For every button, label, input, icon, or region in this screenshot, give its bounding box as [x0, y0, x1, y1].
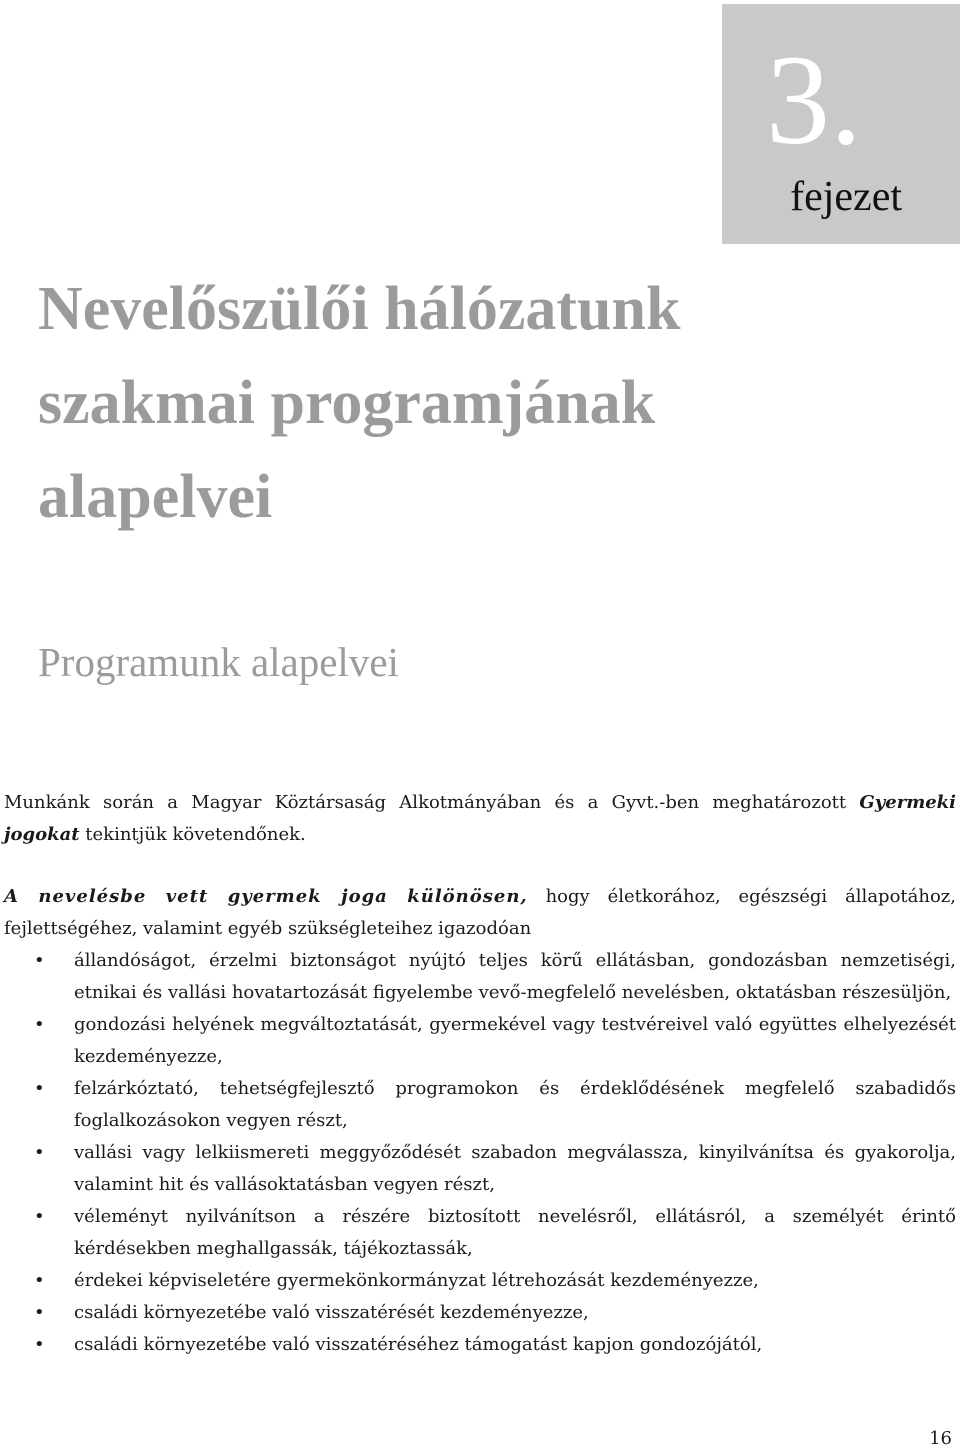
- chapter-label: fejezet: [790, 174, 902, 220]
- chapter-number: 3.: [766, 29, 862, 171]
- bullet-icon: •: [34, 1334, 45, 1355]
- intro-emphasis: Gyermeki jogokat: [4, 792, 956, 845]
- section-heading: Programunk alapelvei: [38, 639, 399, 685]
- list-item-text: állandóságot, érzelmi biztonságot nyújtó teljes körű ellátásban, gondozásban nemzetiségi, etnikai és vallási hovatartozását figyelembe vevő-megfelelő nevelésben, oktatásban részesüljön,: [74, 950, 956, 1003]
- bullet-icon: •: [34, 1270, 45, 1291]
- bullet-icon: •: [34, 1142, 45, 1163]
- bullet-icon: •: [34, 950, 45, 971]
- list-item-text: gondozási helyének megváltoztatását, gyermekével vagy testvéreivel való együttes elhelyezését kezdeményezze,: [74, 1014, 956, 1067]
- intro-paragraph: [4, 787, 956, 851]
- list-item: [4, 1329, 956, 1361]
- intro-prefix: Munkánk során a Magyar Köztársaság Alkotmányában és a Gyvt.-ben meghatározott: [4, 792, 860, 813]
- list-item-text: vallási vagy lelkiismereti meggyőződését szabadon megválassza, kinyilvánítsa és gyakorolja, valamint hit és vallásoktatásban vegyen részt,: [74, 1142, 956, 1195]
- list-item-text: családi környezetébe való visszatérését kezdeményezze,: [74, 1302, 589, 1323]
- rights-intro-emphasis: A nevelésbe vett gyermek joga különösen,: [4, 886, 528, 907]
- bullet-icon: •: [34, 1014, 45, 1035]
- list-item-text: felzárkóztató, tehetségfejlesztő programokon és érdeklődésének megfelelő szabadidős foglalkozásokon vegyen részt,: [74, 1078, 956, 1131]
- chapter-title: Nevelőszülői hálózatunk szakmai programjának alapelvei: [38, 275, 681, 531]
- list-item: [4, 1265, 956, 1297]
- bullet-icon: •: [34, 1078, 45, 1099]
- list-item-text: véleményt nyilvánítson a részére biztosított nevelésről, ellátásról, a személyét érintő kérdésekben meghallgassák, tájékoztassák,: [74, 1206, 956, 1259]
- list-item-text: családi környezetébe való visszatéréséhez támogatást kapjon gondozójától,: [74, 1334, 763, 1355]
- list-item: [4, 1297, 956, 1329]
- bullet-icon: •: [34, 1302, 45, 1323]
- list-item: [4, 1073, 956, 1137]
- rights-intro-text: hogy életkorához, egészségi állapotához, fejlettségéhez, valamint egyéb szükségleteihez igazodóan: [4, 886, 957, 939]
- list-item: [4, 1137, 956, 1201]
- list-item: [4, 945, 956, 1009]
- list-item-text: érdekei képviseletére gyermekönkormányzat létrehozását kezdeményezze,: [74, 1270, 759, 1291]
- bullet-icon: •: [34, 1206, 45, 1227]
- intro-suffix: tekintjük követendőnek.: [79, 824, 306, 845]
- list-item: [4, 1009, 956, 1073]
- list-item: [4, 1201, 956, 1265]
- rights-list: [4, 945, 956, 1361]
- page-number: 16: [929, 1428, 952, 1449]
- rights-intro-paragraph: [4, 881, 956, 945]
